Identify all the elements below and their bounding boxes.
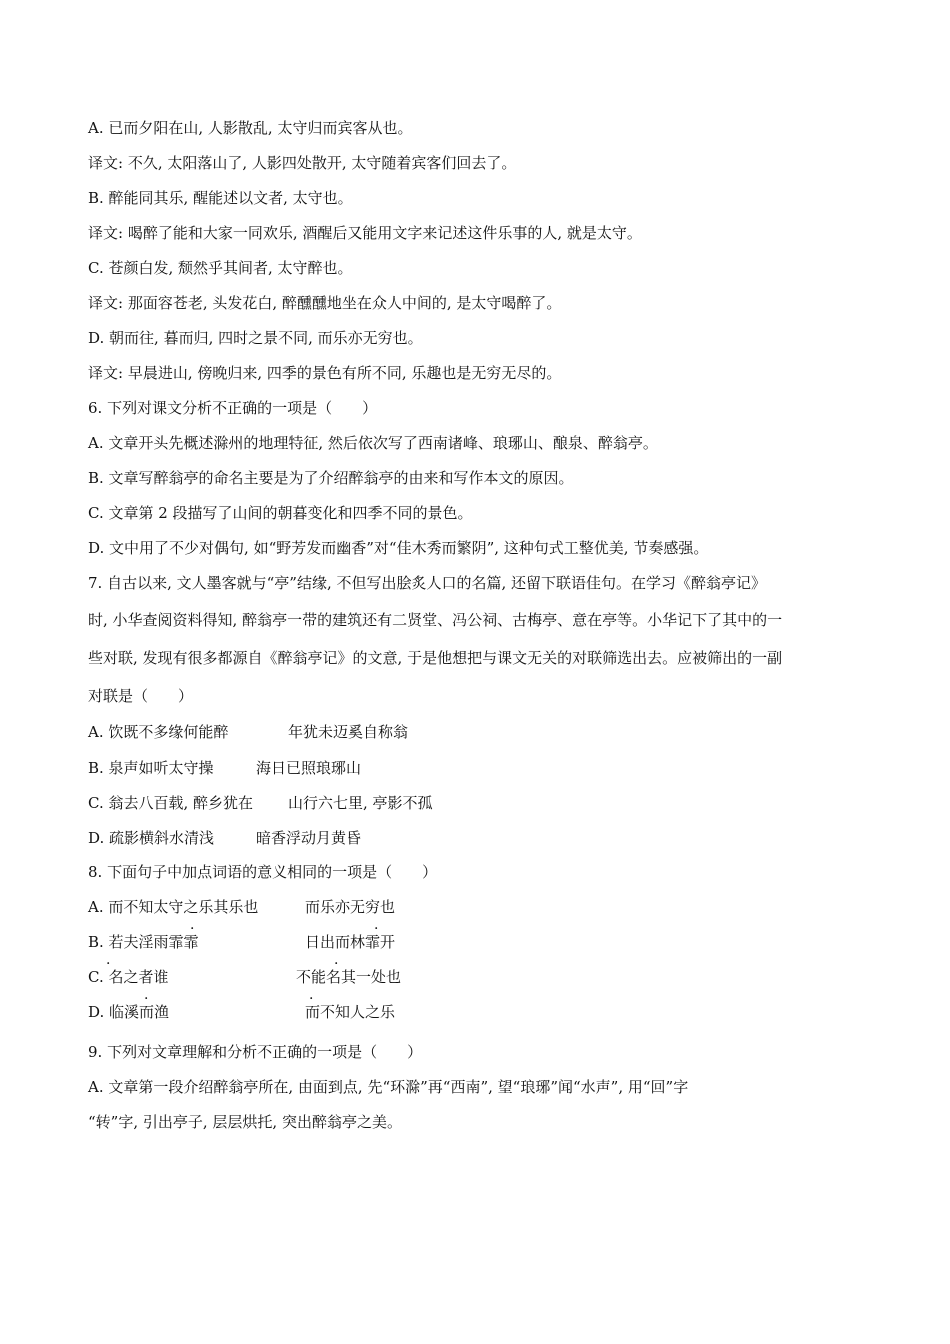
emphasis-dot: · — [309, 991, 314, 1007]
text-line: 译文: 不久, 太阳落山了, 人影四处散开, 太守随着宾客们回去了。 — [88, 154, 517, 172]
sentence-first: D. 临溪而渔 — [88, 1003, 170, 1021]
couplet-first-line: C. 翁去八百载, 醉乡犹在 — [88, 794, 254, 812]
emphasis-dot: · — [374, 921, 379, 937]
couplet-second-line: 年犹未迈奚自称翁 — [288, 723, 409, 741]
question-7-stem-line: 时, 小华查阅资料得知, 醉翁亭一带的建筑还有二贤堂、冯公祠、古梅亭、意在亭等。小华记下了其中的一 — [88, 611, 783, 629]
emphasis-dot: · — [334, 956, 339, 972]
sentence-second: 而不知人之乐 — [305, 1003, 396, 1021]
couplet-second-line: 暗香浮动月黄昏 — [256, 829, 362, 847]
sentence-first: A. 而不知太守之乐其乐也 — [88, 898, 259, 916]
emphasis-dot: · — [190, 921, 195, 937]
question-9-option-a-line: A. 文章第一段介绍醉翁亭所在, 由面到点, 先“环滁”再“西南”, 望“琅琊”闻“水声”, 用“回”字 — [88, 1078, 689, 1096]
question-6-option-c: C. 文章第 2 段描写了山间的朝暮变化和四季不同的景色。 — [88, 504, 473, 522]
couplet-second-line: 山行六七里, 亭影不孤 — [288, 794, 433, 812]
couplet-first-line: B. 泉声如听太守操 — [88, 759, 214, 777]
text-line: 译文: 那面容苍老, 头发花白, 醉醺醺地坐在众人中间的, 是太守喝醉了。 — [88, 294, 562, 312]
text-line: 译文: 早晨进山, 傍晚归来, 四季的景色有所不同, 乐趣也是无穷无尽的。 — [88, 364, 562, 382]
sentence-second: 不能名其一处也 — [296, 968, 402, 986]
question-6-option-b: B. 文章写醉翁亭的命名主要是为了介绍醉翁亭的由来和写作本文的原因。 — [88, 469, 574, 487]
text-line: D. 朝而往, 暮而归, 四时之景不同, 而乐亦无穷也。 — [88, 329, 423, 347]
emphasis-dot: · — [144, 991, 149, 1007]
text-line: C. 苍颜白发, 颓然乎其间者, 太守醉也。 — [88, 259, 353, 277]
question-9-stem: 9. 下列对文章理解和分析不正确的一项是（ ） — [88, 1043, 423, 1061]
couplet-second-line: 海日已照琅琊山 — [256, 759, 362, 777]
question-6-option-a: A. 文章开头先概述滁州的地理特征, 然后依次写了西南诸峰、琅琊山、酿泉、醉翁亭。 — [88, 434, 658, 452]
text-line: 译文: 喝醉了能和大家一同欢乐, 酒醒后又能用文字来记述这件乐事的人, 就是太守。 — [88, 224, 642, 242]
sentence-second: 日出而林霏开 — [305, 933, 396, 951]
couplet-first-line: A. 饮既不多缘何能醉 — [88, 723, 229, 741]
question-6-option-d: D. 文中用了不少对偶句, 如“野芳发而幽香”对“佳木秀而繁阴”, 这种句式工整优美, 节奏感强。 — [88, 539, 709, 557]
text-line: A. 已而夕阳在山, 人影散乱, 太守归而宾客从也。 — [88, 119, 413, 137]
question-8-stem: 8. 下面句子中加点词语的意义相同的一项是（ ） — [88, 863, 438, 881]
question-9-option-a-line: “转”字, 引出亭子, 层层烘托, 突出醉翁亭之美。 — [88, 1113, 402, 1131]
sentence-first: C. 名之者谁 — [88, 968, 169, 986]
question-6-stem: 6. 下列对课文分析不正确的一项是（ ） — [88, 399, 378, 417]
couplet-first-line: D. 疏影横斜水清浅 — [88, 829, 215, 847]
emphasis-dot: · — [106, 956, 111, 972]
sentence-first: B. 若夫淫雨霏霏 — [88, 933, 199, 951]
sentence-second: 而乐亦无穷也 — [305, 898, 396, 916]
question-7-stem-line: 对联是（ ） — [88, 687, 194, 705]
question-7-stem-line: 些对联, 发现有很多都源自《醉翁亭记》的文意, 于是他想把与课文无关的对联筛选出去。应被筛出的一副 — [88, 649, 783, 667]
text-line: B. 醉能同其乐, 醒能述以文者, 太守也。 — [88, 189, 353, 207]
question-7-stem-line: 7. 自古以来, 文人墨客就与“亭”结缘, 不但写出脍炙人口的名篇, 还留下联语佳句。在学习《醉翁亭记》 — [88, 574, 767, 592]
